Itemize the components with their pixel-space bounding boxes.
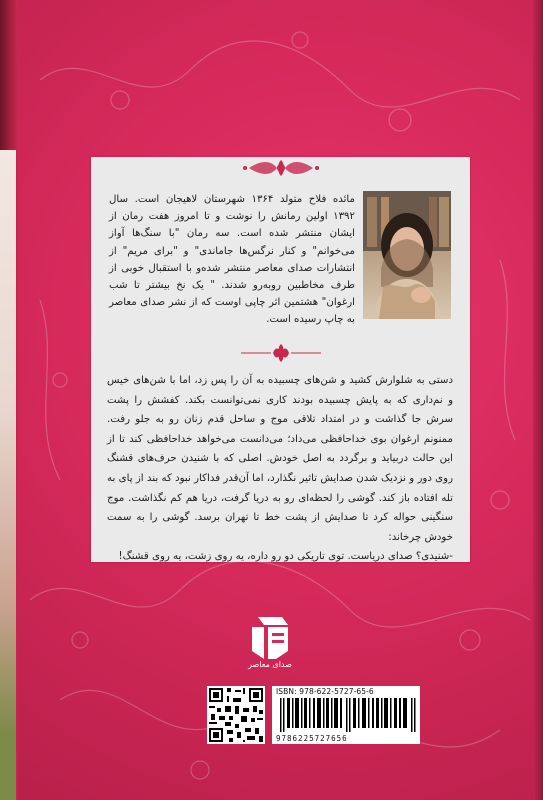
author-portrait-icon — [363, 191, 451, 319]
qr-code-icon — [207, 686, 265, 744]
author-photo — [363, 191, 451, 319]
isbn-number: 9786225727656 — [276, 734, 348, 743]
floral-ornament-icon — [241, 157, 321, 179]
excerpt-body: دستی به شلوارش کشید و شن‌های چسبیده به آن را پس زد، اما با شن‌های خیس و نم‌داری که به پایش چسبیده بودند کاری نمی‌توانست بکند. کفشش را پشت سرش جا گذاشت و در امتداد تلاقی موج و ساحل قدم زنان رو به جلو رفت. ممنونم ارغوان بوی خداحافظی می‌داد؛ می‌دانست می‌خواهد خداحافظی کند تا از این حالت دربیاید و برگردد به اصل خودش. اصلی که با شنیدن حرف‌های قشنگ روی دور و نزدیک شدن صدایش تاثیر نگذارد، اما آن‌قدر فداکار نبود که بند از پای به تله افتاده باز کند. گوشی را لحظه‌ای رو به دریا گرفت، دریا هم کم نگذاشت. موج سنگینی حواله کرد تا صدایش از پشت خط تا تهران برسد. گوشی را به سمت خودش چرخاند: — [107, 375, 453, 543]
isbn-label: ISBN: 978-622-5727-65-6 — [276, 687, 374, 696]
right-edge — [533, 0, 543, 800]
front-cover-peek — [0, 150, 16, 800]
book-excerpt — [107, 371, 453, 567]
barcode-icon — [280, 698, 416, 732]
author-bio: مائده فلاح متولد ۱۳۶۴ شهرستان لاهیجان است. سال ۱۳۹۲ اولین رمانش را نوشت و تا امروز هفت رمان از ایشان منتشر شده است. سه رمان "با سنگ‌ها آواز می‌خوانم" و کنار نرگس‌ها جاماندی" و "برای مریم" از انتشارات صدای معاصر منتشر شده‌و با استقبال خوبی از طرف مخاطبین روبه‌رو شدند. " یک نخ بیشتر تا شب ارغوان" هشتمین اثر چاپی اوست که از نشر صدای معاصر به چاپ رسیده است. — [109, 194, 355, 326]
publisher-name: صدای معاصر — [248, 660, 292, 669]
excerpt-quote: -شنیدی؟ صدای دریاست. توی تاریکی دو رو داره، یه روی زشت، یه روی قشنگ! — [118, 551, 453, 563]
floral-ornament-icon — [241, 342, 321, 364]
isbn-barcode — [272, 686, 420, 744]
text-panel — [91, 157, 470, 562]
